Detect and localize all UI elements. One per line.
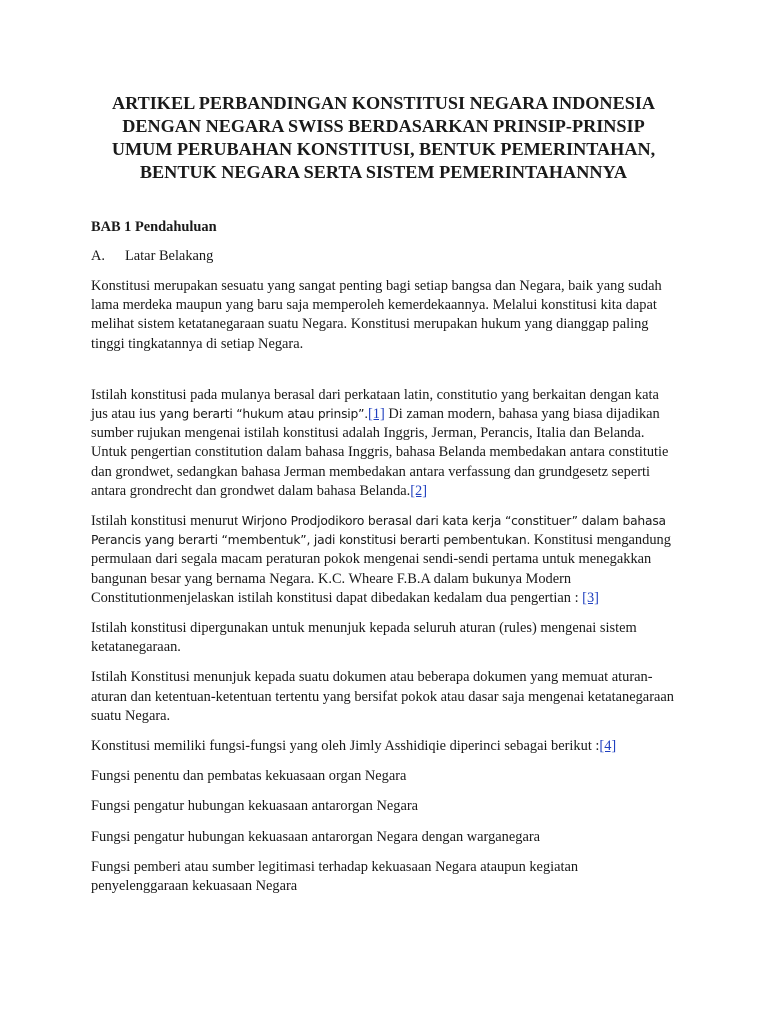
paragraph-intro: Konstitusi merupakan sesuatu yang sangat penting bagi setiap bangsa dan Negara, baik yang sudah lama merdeka maupun yang baru saja memperoleh kemerdekaannya. Melalui konstitusi kita dapat melihat sistem ketatanegaraan suatu Negara. Konstitusi merupakan hukum yang dianggap paling tinggi tingkatannya di setiap Negara.: [91, 278, 662, 352]
function-item: Fungsi pengatur hubungan kekuasaan antarorgan Negara: [91, 798, 419, 815]
wirjono-text-a: Istilah konstitusi menurut: [91, 513, 242, 530]
chapter-heading: BAB 1 Pendahuluan: [91, 219, 217, 235]
footnote-link-2[interactable]: [2]: [410, 482, 428, 499]
section-letter: A.: [91, 248, 105, 264]
document-page: [91, 92, 676, 896]
wirjono-quote-text: Wirjono Prodjodikoro berasal dari kata kerja “constituer” dalam bahasa Perancis yang berarti “membentuk”, jadi konstitusi berarti pembentukan.: [91, 514, 666, 548]
footnote-link-1[interactable]: [1]: [368, 406, 385, 423]
document-title: ARTIKEL PERBANDINGAN KONSTITUSI NEGARA INDONESIA DENGAN NEGARA SWISS BERDASARKAN PRINSIP-PRINSIP UMUM PERUBAHAN KONSTITUSI, BENTUK PEMERINTAHAN, BENTUK NEGARA SERTA SISTEM PEMERINTAHANNYA: [111, 93, 656, 182]
function-item: Fungsi penentu dan pembatas kekuasaan organ Negara: [91, 768, 407, 785]
section-heading: [91, 247, 676, 266]
functions-intro-text: Konstitusi memiliki fungsi-fungsi yang oleh Jimly Asshidiqie diperinci sebagai berikut :: [91, 738, 600, 755]
function-item: Fungsi pemberi atau sumber legitimasi terhadap kekuasaan Negara ataupun kegiatan penyelenggaraan kekuasaan Negara: [91, 858, 579, 895]
footnote-link-3[interactable]: [3]: [582, 589, 599, 606]
paragraph-wirjono: [91, 512, 676, 608]
paragraph-functions-intro: [91, 737, 676, 756]
function-item: Fungsi pengatur hubungan kekuasaan antarorgan Negara dengan warganegara: [91, 828, 541, 845]
section-label: Latar Belakang: [125, 248, 214, 264]
paragraph-definition-2: Istilah Konstitusi menunjuk kepada suatu dokumen atau beberapa dokumen yang memuat aturan-aturan dan ketentuan-ketentuan tertentu yang bersifat pokok atau dasar saja mengenai ketatanegaraan suatu Negara.: [91, 669, 674, 724]
paragraph-definition-1: Istilah konstitusi dipergunakan untuk menunjuk kepada seluruh aturan (rules) mengenai sistem ketatanegaraan.: [91, 620, 637, 656]
etymology-quote-text: yang berarti “hukum atau prinsip”.: [159, 407, 369, 422]
etymology-text-a: Istilah konstitusi pada mulanya berasal dari perkataan latin, constitutio yang berkaitan dengan kata jus atau ius: [91, 386, 659, 423]
paragraph-etymology: [91, 386, 676, 501]
etymology-text-b: Di zaman modern, bahasa yang biasa dijadikan sumber rujukan mengenai istilah konstitusi adalah Inggris, Jerman, Perancis, Italia dan Belanda. Untuk pengertian constitution dalam bahasa Inggris, bahasa Belanda membedakan antara constitutie dan grondwet, sedangkan bahasa Jerman membedakan antara verfassung dan grundgesetz seperti antara grondrecht dan grondwet dalam bahasa Belanda.: [91, 406, 669, 499]
wirjono-text-b: Konstitusi mengandung permulaan dari segala macam peraturan pokok mengenai sendi-sendi pertama untuk menegakkan bangunan besar yang bernama Negara. K.C. Wheare F.B.A dalam bukunya Modern Constitutionmenjelaskan istilah konstitusi dapat dibedakan kedalam dua pengertian :: [91, 532, 671, 606]
footnote-link-4[interactable]: [4]: [599, 738, 617, 755]
